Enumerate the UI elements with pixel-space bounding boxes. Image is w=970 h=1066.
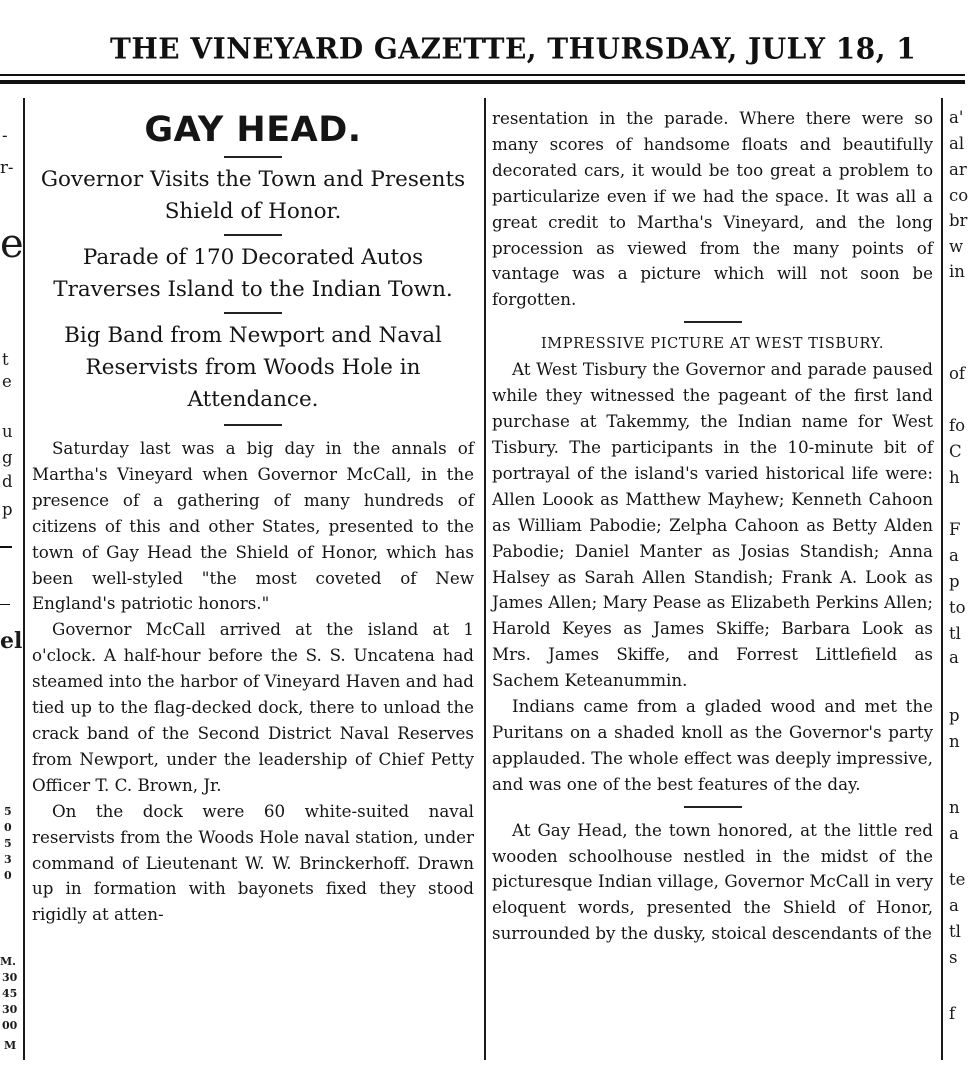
- right-fragment: a: [949, 824, 959, 843]
- right-fragment: w: [949, 237, 964, 256]
- left-fragment: u: [2, 422, 13, 441]
- right-fragment: p: [949, 706, 960, 725]
- article-paragraph: On the dock were 60 white-suited naval reservists from the Woods Hole naval station, under command of Lieutenant W. W. Brinckerhoff. Drawn up in formation with bayonets fixed they stood rigidly at atten-: [32, 800, 474, 925]
- left-fragment: -: [2, 126, 8, 145]
- right-fragment: a: [949, 896, 959, 915]
- left-fragment: 5: [4, 805, 12, 818]
- column-rule-right: [941, 98, 943, 1060]
- right-fragment: tl: [949, 922, 961, 941]
- left-fragment-rule: [0, 546, 12, 548]
- right-fragment: F: [949, 520, 961, 539]
- left-fragment: r-: [0, 158, 14, 177]
- deck-divider-1: [224, 234, 282, 236]
- masthead: THE VINEYARD GAZETTE, THURSDAY, JULY 18, 1: [110, 31, 917, 66]
- left-fragment-rule: [0, 604, 10, 605]
- section-subhead: IMPRESSIVE PICTURE AT WEST TISBURY.: [540, 336, 885, 353]
- right-fragment: n: [949, 732, 960, 751]
- right-fragment: of: [949, 364, 966, 383]
- left-fragment: t: [2, 350, 9, 369]
- right-fragment: te: [949, 870, 966, 889]
- left-fragment: 30: [2, 1003, 18, 1016]
- right-fragment: a': [949, 108, 964, 127]
- right-fragment: al: [949, 134, 965, 153]
- deck-three: Big Band from Newport and Naval Reservists from Woods Hole in Attendance.: [64, 323, 442, 412]
- headline-divider: [224, 156, 282, 158]
- article-paragraph: resentation in the parade. Where there were so many scores of handsome floats and beautifully decorated cars, it would be too great a problem to particularize even if we had the space. It was all a great credit to Martha's Vineyard, and the long procession as viewed from the many points of vantage was a picture which will not soon be forgotten.: [492, 108, 933, 310]
- right-fragment: n: [949, 798, 960, 817]
- article-paragraph: At West Tisbury the Governor and parade paused while they witnessed the pageant of the first land purchase at Takemmy, the Indian name for West Tisbury. The participants in the 10-minute bit of portrayal of the island's varied historical life were: Allen Loook as Matthew Mayhew; Kenneth Cahoon as William Pabodie; Zelpha Cahoon as Betty Alden Pabodie; Daniel Manter as Josias Standish; Anna Halsey as Sarah Allen Standish; Frank A. Look as James Allen; Mary Pease as Elizabeth Perkins Allen; Harold Keyes as James Skiffe; Barbara Look as Mrs. James Skiffe, and Forrest Littlefield as Sachem Keteanummin.: [492, 359, 933, 691]
- left-fragment: e: [2, 372, 12, 391]
- masthead-rule-bottom: [0, 80, 965, 84]
- masthead-rule-top: [0, 74, 965, 76]
- right-fragment: C: [949, 442, 962, 461]
- left-fragment: 5: [4, 837, 12, 850]
- left-fragment: 0: [4, 869, 12, 882]
- right-fragment: p: [949, 572, 960, 591]
- left-fragment: el: [0, 628, 23, 654]
- left-fragment: d: [2, 472, 13, 491]
- article-paragraph: Indians came from a gladed wood and met the Puritans on a shaded knoll as the Governor's party applauded. The whole effect was deeply impressive, and was one of the best features of the day.: [492, 696, 933, 794]
- left-fragment: p: [2, 500, 13, 519]
- right-fragment: br: [949, 211, 968, 230]
- left-fragment: 3: [4, 853, 12, 866]
- right-fragment: a: [949, 648, 959, 667]
- right-fragment: to: [949, 598, 966, 617]
- section-divider: [684, 321, 742, 323]
- deck-two: Parade of 170 Decorated Autos Traverses Island to the Indian Town.: [53, 245, 453, 302]
- deck-one: Governor Visits the Town and Presents Shield of Honor.: [40, 167, 466, 224]
- article-headline: GAY HEAD.: [144, 110, 362, 150]
- left-fragment: 30: [2, 971, 18, 984]
- article-paragraph: Saturday last was a big day in the annals of Martha's Vineyard when Governor McCall, in the presence of a gathering of many hundreds of citizens of this and other States, presented to the town of Gay Head the Shield of Honor, which has been well-styled "the most coveted of New England's patriotic honors.": [32, 438, 474, 614]
- article-column-two: [492, 106, 933, 1066]
- right-fragment: a: [949, 546, 959, 565]
- right-fragment: s: [949, 948, 958, 967]
- left-fragment: 00: [2, 1019, 18, 1032]
- right-fragment: tl: [949, 624, 961, 643]
- column-rule-middle: [484, 98, 486, 1060]
- left-fragment: g: [2, 448, 13, 467]
- right-fragment: in: [949, 262, 965, 281]
- article-paragraph: At Gay Head, the town honored, at the little red wooden schoolhouse nestled in the midst of the picturesque Indian village, Governor McCall in very eloquent words, presented the Shield of Honor, surrounded by the dusky, stoical descendants of the: [492, 819, 933, 944]
- left-fragment: 0: [4, 821, 12, 834]
- right-fragment: h: [949, 468, 960, 487]
- left-fragment: M: [4, 1039, 17, 1052]
- left-fragment: M.: [0, 955, 17, 968]
- article-paragraph: Governor McCall arrived at the island at 1 o'clock. A half-hour before the S. S. Uncatena had steamed into the harbor of Vineyard Haven and had tied up to the flag-decked dock, there to unload the crack band of the Second District Naval Reserves from Newport, under the leadership of Chief Petty Officer T. C. Brown, Jr.: [32, 619, 474, 795]
- right-fragment: co: [949, 186, 969, 205]
- article-column-one: [32, 100, 474, 1060]
- deck-divider-3: [224, 424, 282, 426]
- right-fragment: f: [949, 1004, 956, 1023]
- section-divider: [684, 806, 742, 808]
- left-fragment: e: [0, 221, 24, 267]
- deck-divider-2: [224, 312, 282, 314]
- right-fragment: fo: [949, 416, 966, 435]
- left-fragment: 45: [2, 987, 18, 1000]
- right-fragment: ar: [949, 160, 967, 179]
